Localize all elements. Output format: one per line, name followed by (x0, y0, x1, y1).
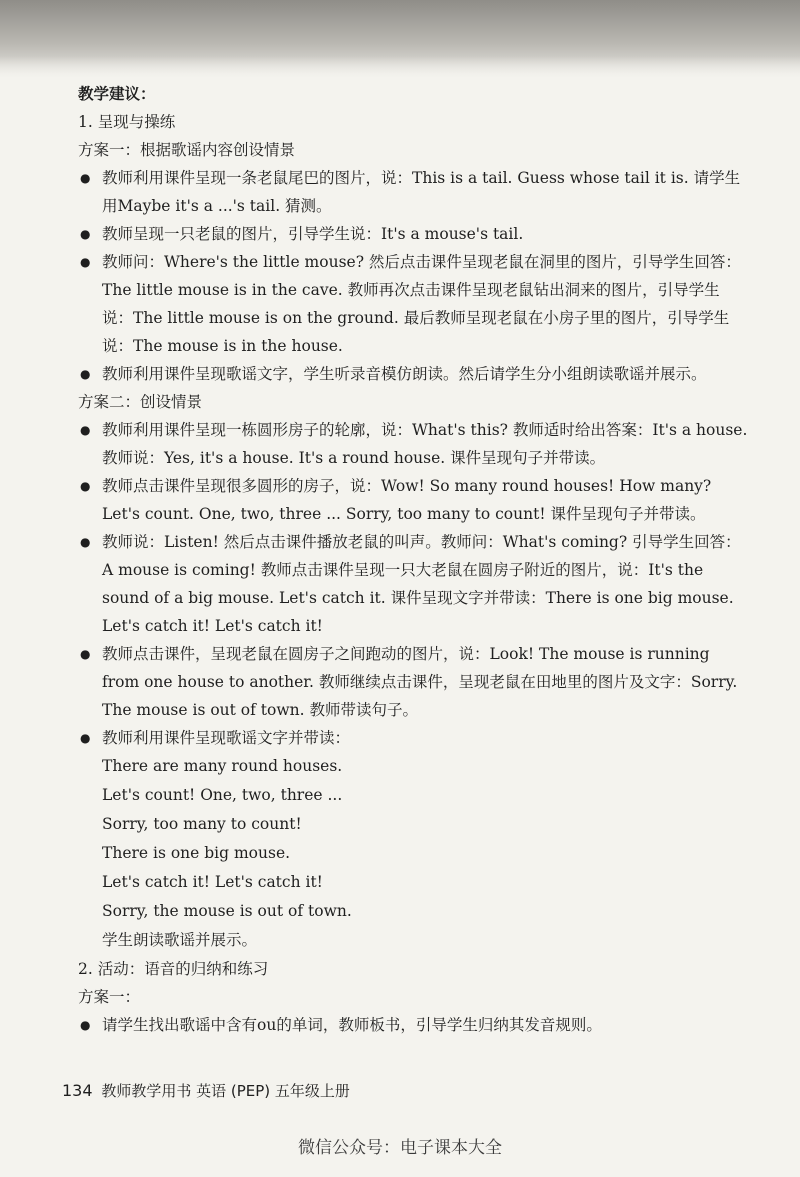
page-number: 134 (62, 1081, 93, 1100)
plan-2-title: 方案二：创设情景 (78, 393, 203, 411)
verse-line: There is one big mouse. (102, 844, 291, 862)
teaching-suggestions-heading: 教学建议： (78, 84, 156, 103)
verse-line: Sorry, the mouse is out of town. (102, 902, 352, 920)
chant-verse (78, 752, 748, 955)
plan-2-list (78, 416, 748, 752)
section-2-title: 2. 活动：语音的归纳和练习 (78, 960, 269, 978)
verse-line: Sorry, too many to count! (102, 815, 302, 833)
section-2-plan-1-list (78, 1011, 748, 1039)
list-item: ● 教师问：Where's the little mouse? 然后点击课件呈现老鼠在洞里的图片，引导学生回答：The little mouse is in the cave. 教师再次点击课件呈现老鼠钻出洞来的图片，引导学生说：The little mouse is on the ground. 最后教师呈现老鼠在小房子里的图片，引导学生说：The mouse is in the house. (78, 248, 748, 360)
verse-line: Let's count! One, two, three ... (102, 786, 343, 804)
list-item: ● 教师点击课件呈现很多圆形的房子，说：Wow! So many round houses! How many? Let's count. One, two, three ... Sorry, too many to count! 课件呈现句子并带读。 (78, 472, 748, 528)
section-1-title: 1. 呈现与操练 (78, 113, 176, 131)
page-footer (62, 1080, 350, 1101)
list-item: ● 教师说：Listen! 然后点击课件播放老鼠的叫声。教师问：What's coming? 引导学生回答：A mouse is coming! 教师点击课件呈现一只大老鼠在圆房子附近的图片，说：It's the sound of a big mouse. Let's catch it. 课件呈现文字并带读：There is one big mouse. Let's catch it! Let's catch it! (78, 528, 748, 640)
verse-line: Let's catch it! Let's catch it! (102, 873, 323, 891)
list-item: ● 教师呈现一只老鼠的图片，引导学生说：It's a mouse's tail. (78, 220, 748, 248)
list-item: ● 教师利用课件呈现歌谣文字，学生听录音模仿朗读。然后请学生分小组朗读歌谣并展示。 (78, 360, 748, 388)
list-item: ● 教师利用课件呈现一条老鼠尾巴的图片，说：This is a tail. Guess whose tail it is. 请学生用Maybe it's a ...'s tail. 猜测。 (78, 164, 748, 220)
page-top-shadow (0, 0, 800, 78)
plan-1-title: 方案一：根据歌谣内容创设情景 (78, 141, 296, 159)
verse-line: There are many round houses. (102, 757, 343, 775)
list-item: ● 教师利用课件呈现一栋圆形房子的轮廓，说：What's this? 教师适时给出答案：It's a house. 教师说：Yes, it's a house. It's a round house. 课件呈现句子并带读。 (78, 416, 748, 472)
verse-closing: 学生朗读歌谣并展示。 (102, 931, 258, 949)
list-item: ● 教师点击课件，呈现老鼠在圆房子之间跑动的图片，说：Look! The mouse is running from one house to another. 教师继续点击课件，呈现老鼠在田地里的图片及文字：Sorry. The mouse is out of town. 教师带读句子。 (78, 640, 748, 724)
book-title: 教师教学用书 英语 (PEP) 五年级上册 (101, 1082, 350, 1100)
list-item: ● 教师利用课件呈现歌谣文字并带读： (78, 724, 748, 752)
watermark: 微信公众号：电子课本大全 (298, 1138, 502, 1158)
list-item: ● 请学生找出歌谣中含有ou的单词，教师板书，引导学生归纳其发音规则。 (78, 1011, 748, 1039)
section-2-plan-1-title: 方案一： (78, 988, 141, 1006)
page-content (78, 80, 748, 1039)
plan-1-list (78, 164, 748, 388)
